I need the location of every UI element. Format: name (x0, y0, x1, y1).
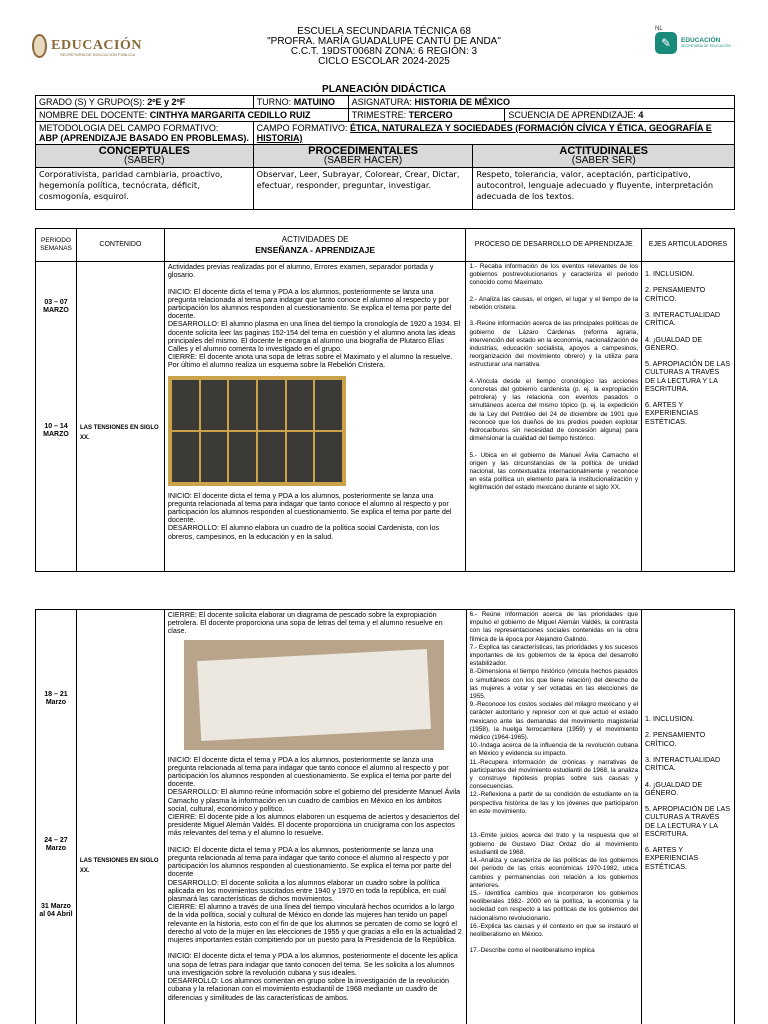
logo-text: EDUCACIÓN (51, 38, 142, 53)
school-ciclo: CICLO ESCOLAR 2024-2025 (318, 56, 450, 67)
actividades-1a: Actividades previas realizadas por el alumno, Errores examen, separador portada y glosario. INICIO: El docente dicta el tema y PDA a los alumnos, posteriormente se lanza una pregunta relacionada al tema para indagar que tanto conoce el alumno al respecto y por participación los alumnos responden al cuestionamiento. Se explica el tema por parte del docente. DESARROLLO: El alumno plasma en una línea del tiempo la cronología de 1920 a 1934. El docente solicita leer las paginas 152-154 del tema en cuestión y el alumno anota las ideas principales del mismo. El docente le encarga al alumno una biografía de Plutarco Elías Calles y el alumno comenta lo investigado en el grupo. CIERRE: El docente anota una sopa de letras sobre el Maximato y el alumno la resuelve. Por último el alumno realiza un esquema sobre la Rebelión Cristera. (167, 262, 461, 370)
col-ejes: EJES ARTICULADORES (642, 229, 735, 262)
asignatura-cell (348, 96, 734, 109)
proceso-cell-1: 1.- Recaba información de los eventos relevantes de los gobiernos postrevolucionarios y caracteriza el periodo conocido como Maximato. 2.- Analiza las causas, el origen, el lugar y el tiempo de la rebelión cristera. 3.-Reúne información acerca de las principales políticas de gobierno de Lázaro Cárdenas (reforma agraria, intervención del estado en la economía, nacionalización de industrias, educación socialista, apoyos a campesinos, reorganización del movimiento obrero) y la utiliza para estructurar una narrativa. 4.-Vincula desde el tiempo cronológico las acciones concretas del gobierno cardenista (p. ej. la expropiación petrolera) y las relaciona con eventos pasados o simultáneos acerca del mismo tópico (p. ej. la expedición de la Ley del Petróleo del 24 de diciembre de 1901 que reconoce que los dueños de los predios pueden explotar hidrocarburos sin necesidad de concesión alguna) para dimensionar la cualidad del tiempo histórico. 5.- Ubica en el gobierno de Manuel Ávila Camacho el origen y las circunstancias de la política de unidad nacional, las contextualiza internacionalmente y reconoce en esta política un elemento para la institucionalización y legitimación del estado mexicano durante el siglo XX. (466, 262, 642, 572)
nl-education-icon: ✎ (655, 32, 677, 54)
procedimentales-sub: (SABER HACER) (323, 155, 403, 166)
logo-subtext: SECRETARÍA DE EDUCACIÓN PÚBLICA (60, 52, 136, 57)
procedimentales-title: PROCEDIMENTALES (308, 145, 418, 157)
grado-value: 2ºE y 2ºF (147, 97, 186, 107)
campo-label: CAMPO FORMATIVO: (256, 123, 348, 133)
periodo-5: 31 Marzo al 04 Abril (39, 903, 73, 918)
activity-photo-2 (184, 640, 444, 750)
actividades-2a: CIERRE: El docente solicita elaborar un diagrama de pescado sobre la expropiación petrolera. El docente proporciona una sopa de letras del tema y el alumno resuelve en clase. (167, 610, 443, 636)
actitudinales-header (473, 145, 735, 168)
school-name: ESCUELA SECUNDARIA TÉCNICA 68 (297, 26, 471, 37)
contenido-cell-2 (76, 610, 164, 1024)
turno-cell (253, 96, 348, 109)
trimestre-label: TRIMESTRE: (351, 110, 407, 120)
col-actividades (164, 229, 466, 262)
actividades-2b: INICIO: El docente dicta el tema y PDA a los alumnos, posteriormente se lanza una pregunta relacionada al tema para indagar que tanto conoce el alumno al respecto y por participación los alumnos responden al cuestionamiento. Se explica el tema por parte del docente. DESARROLLO: El alumno reúne información sobre el gobierno del presidente Manuel Ávila Camacho y plasma la información en un cuadro de cambios en México en los ámbitos social, cultural, económico y político. CIERRE: El docente pide a los alumnos elaboren un esquema de aciertos y desaciertos del presidente Miguel Alemán Valdés. El docente proporciona un crucigrama con los aspectos más relevantes del tema y el alumno lo resuelve. INICIO: El docente dicta el tema y PDA a los alumnos, posteriormente se lanza una pregunta relacionada al tema para indagar que tanto conoce el alumno al respecto y por participación los alumnos responden al cuestionamiento. Se explica el tema por parte del docente DESARROLLO: El docente solicita a los alumnos elaborar un cuadro sobre la política aplicada en los movimientos suscitados entre 1940 y 1970 en toda la república, en cuál plasmará las características de dichos movimientos. CIERRE: El alumno a través de una línea del tiempo vinculará hechos ocurridos a lo largo de la vida política, social y cultural de México en donde las mujeres han tenido un papel relevante en la historia, esto con el fin de que los alumnos se percaten de como se logró el derecho al voto de la mujer en las elecciones de 1955 y que gracias a ello en la actualidad 2 mujeres importantes están compitiendo por un puesto para la Presidencia de la República. INICIO: El docente dicta el tema y PDA a los alumnos, posteriormente el docente les aplica una sopa de letras para indagar que tanto conocen del tema. Se les solicita a los alumnos una investigación sobre la revolución cubana y sus ideales. DESARROLLO: Los alumnos comentan en grupo sobre la investigación de la revolución cubana y la relacionan con el movimiento estudiantil de 1968 mediante un cuadro de diferencias y similitudes de las características de ambos. (167, 754, 462, 1002)
col-act-line2: ENSEÑANZA - APRENDIZAJE (255, 245, 376, 255)
contenido-cell-1 (76, 262, 164, 572)
periodo-1: 03 – 07 MARZO (43, 299, 69, 314)
periodo-cell-1 (36, 262, 77, 572)
info-table (35, 95, 735, 210)
school-header (0, 27, 768, 67)
contenido-1: LAS TENSIONES EN SIGLO XX. (79, 425, 159, 441)
secuencia-label: SCUENCIA DE APRENDIZAJE: (508, 110, 636, 120)
docente-label: NOMBRE DEL DOCENTE: (39, 110, 148, 120)
trimestre-cell (348, 109, 505, 122)
turno-value: MATUINO (293, 97, 336, 107)
actividades-1b: INICIO: El docente dicta el tema y PDA a los alumnos, posteriormente se lanza una pregunta relacionada al tema para indagar que tanto conoce el alumno al respecto y por participación los alumnos responden al cuestionamiento. Se explica el tema por parte del docente. DESARROLLO: El alumno elabora un cuadro de la política social Cardenista, con los obreros, campesinos, en la educación y en la salud. (167, 490, 452, 541)
grado-label: GRADO (S) Y GRUPO(S): (39, 97, 145, 107)
nl-logo-text: EDUCACIÓN (681, 36, 721, 44)
actividades-cell-2 (164, 610, 466, 1024)
contenido-2: LAS TENSIONES EN SIGLO XX. (79, 858, 159, 874)
campo-value: ÉTICA, NATURALEZA Y SOCIEDADES (FORMACIÓN CÍVICA Y ÉTICA, GEOGRAFÍA E HISTORIA) (256, 123, 712, 143)
secuencia-cell (505, 109, 735, 122)
turno-label: TURNO: (256, 97, 292, 107)
conceptuales-title: CONCEPTUALES (98, 145, 190, 157)
plan-table-1 (35, 228, 735, 572)
col-proceso: PROCESO DE DESARROLLO DE APRENDIZAJE (466, 229, 642, 262)
activity-photo-1 (168, 376, 346, 486)
docente-cell (36, 109, 349, 122)
nl-logo-subtext: SECRETARÍA DE EDUCACIÓN (681, 43, 731, 48)
docente-value: CINTHYA MARGARITA CEDILLO RUIZ (149, 110, 311, 120)
metodologia-value: ABP (APRENDIZAJE BASADO EN PROBLEMAS). (39, 133, 249, 143)
conceptuales-text: Corporativista, paridad cambiaria, proactivo, hegemonía política, tecnócrata, déficit, cosmogonía, esquirol. (36, 168, 254, 210)
page-title: PLANEACIÓN DIDÁCTICA (322, 84, 446, 95)
periodo-4: 24 – 27 Marzo (44, 837, 68, 852)
actitudinales-text: Respeto, tolerancia, valor, aceptación, participativo, autocontrol, lenguaje adecuado y fluyente, interpretación adecuada de los textos. (473, 168, 735, 210)
grado-cell (36, 96, 254, 109)
metodologia-label: METODOLOGIA DEL CAMPO FORMATIVO: (39, 123, 219, 133)
metodologia-cell (36, 122, 254, 145)
school-profra: "PROFRA. MARÍA GUADALUPE CANTÚ DE ANDA" (267, 36, 501, 47)
asignatura-label: ASIGNATURA: (351, 97, 412, 107)
col-act-line1: ACTIVIDADES DE (281, 235, 349, 244)
plan-table-2 (35, 609, 735, 1024)
asignatura-value: HISTORIA DE MÉXICO (414, 97, 510, 107)
periodo-2: 10 – 14 MARZO (43, 423, 69, 438)
actividades-cell-1 (164, 262, 466, 572)
periodo-3: 18 – 21 Marzo (44, 691, 68, 706)
procedimentales-header (253, 145, 473, 168)
periodo-cell-2 (36, 610, 77, 1024)
ejes-cell-1: 1. INCLUSION. 2. PENSAMIENTO CRÍTICO. 3. INTERACTUALIDAD CRÍTICA. 4. ¡GUALDAD DE GÉNERO. 5. APROPIACIÓN DE LAS CULTURAS A TRAVÉS DE LA LECTURA Y LA ESCRITURA. 6. ARTES Y EXPERIENCIAS ESTÉTICAS. (642, 262, 735, 572)
proceso-cell-2: 6.- Reúne información acerca de las prioridades que impulsó el gobierno de Miguel Alemán Valdés, la contrasta con las representaciones sociales contenidas en la obra fílmica de la época por Alejandro Galindo. 7.- Explica las características, las prioridades y los sucesos importantes de los gobiernos de la época del desarrollo estabilizador. 8.-Dimensiona el tiempo histórico (vincula hechos pasados o simultáneos con los que tiene relación) del derecho de las mujeres a votar y ser votadas en las elecciones de 1955. 9.-Reconoce los costos sociales del milagro mexicano y el carácter autoritario y represor con el que actuó el estado mexicano ante las demandas del movimiento magisterial (1958), la huelga ferrocarrilera (1959) y el movimiento médico (1964-1965). 10.-Indaga acerca de la influencia de la revolución cubana en México y evidencia su impacto. 11.-Recupera información de crónicas y narrativas de participantes del movimiento estudiantil de 1968, la analiza y construye hipótesis propias sobre sus causas y consecuencias. 12.-Reflexiona a partir de su condición de estudiante en la perspectiva histórica de las y los jóvenes que participaron en este movimiento. 13.-Emite juicios acerca del trato y la respuesta que el gobierno de Gustavo Díaz Ordaz dio al movimiento estudiantil de 1968. 14.-Analiza y caracteriza de las políticas de los gobiernos del periodo de las crisis económicas 1970-1982, ubica cambios y permanencias con relación a los gobiernos anteriores. 15.- Identifica cambios que incorporaron los gobiernos neoliberales 1982- 2000 en la política, la economía y la sociedad con respecto a las políticas de los gobiernos del nacionalismo revolucionario. 16.-Explica las causas y el contexto en que se instauró el neoliberalismo en México. 17.-Describe como el neoliberalismo implica (466, 610, 641, 1024)
nl-mark: NL (655, 26, 663, 32)
trimestre-value: TERCERO (408, 110, 453, 120)
conceptuales-header (36, 145, 254, 168)
secuencia-value: 4 (638, 110, 644, 120)
conceptuales-sub: (SABER) (124, 155, 165, 166)
actitudinales-sub: (SABER SER) (571, 155, 636, 166)
ejes-cell-2: 1. INCLUSION. 2. PENSAMIENTO CRÍTICO. 3. INTERACTUALIDAD CRÍTICA. 4. ¡GUALDAD DE GÉNERO. 5. APROPIACIÓN DE LAS CULTURAS A TRAVÉS DE LA LECTURA Y LA ESCRITURA. 6. ARTES Y EXPERIENCIAS ESTÉTICAS. (642, 610, 735, 1024)
campo-cell (253, 122, 734, 145)
col-contenido: CONTENIDO (76, 229, 164, 262)
col-periodo: PERIODO SEMANAS (36, 229, 77, 262)
actitudinales-title: ACTITUDINALES (559, 145, 648, 157)
procedimentales-text: Observar, Leer, Subrayar, Colorear, Crear, Dictar, efectuar, responder, preguntar, investigar. (253, 168, 473, 210)
school-cct: C.C.T. 19DST0068N ZONA: 6 REGIÓN: 3 (290, 46, 478, 57)
